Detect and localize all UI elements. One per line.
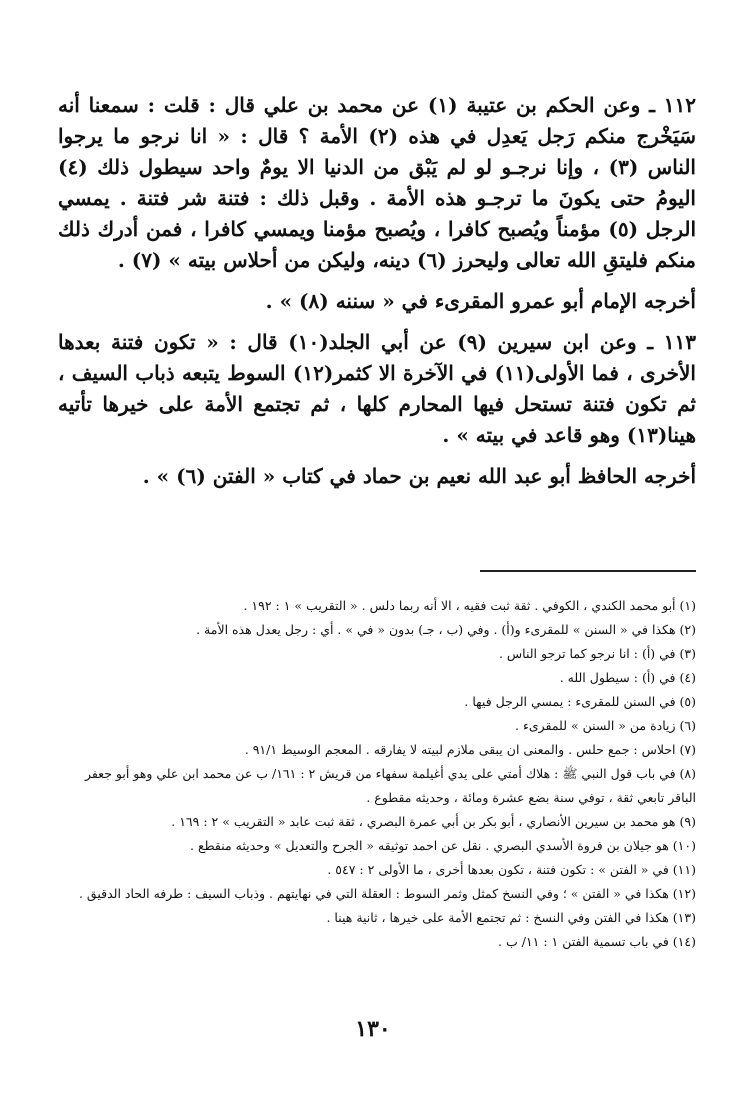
source-note-113: أخرجه الحافظ أبو عبد الله نعيم بن حماد في كتاب « الفتن (٦) » . [142,464,696,488]
footnote-item: (٤) في (أ) : سيطول الله . [559,670,696,685]
footnote-item: (١١) في « الفتن » : تكون فتنة ، تكون بعدها أخرى ، ما الأولى ٢ : ٥٤٧ . [327,862,696,877]
source-note-112: أخرجه الإمام أبو عمرو المقرىء في « سننه (٨) » . [265,289,696,313]
footnotes [58,594,696,954]
footnote-item: (١٢) هكذا في « الفتن » ؛ وفي النسخ كمثل وثمر السوط : العقلة التي في نهايتهم . وذباب السيف : طرفه الحاد الدقيق . [78,886,696,901]
footnote-item: (٥) في السنن للمقرىء : يمسي الرجل فيها . [464,694,696,709]
main-text [58,90,696,502]
footnote-item: (١٠) هو جيلان بن فروة الأسدي البصري . نقل عن احمد توثيقه « الجرح والتعديل » وحديثه منقطع . [190,838,696,853]
footnote-item: (٩) هو محمد بن سيرين الأنصاري ، أبو بكر بن أبي عمرة البصري ، ثقة ثبت عابد « التقريب » ٢ : ١٦٩ . [171,814,696,829]
footnote-item: (٢) هكذا في « السنن » للمقرىء و(أ) . وفي (ب ، جـ) بدون « في » . أي : رجل يعدل هذه الأمة . [196,622,696,637]
footnote-item: (٨) في باب قول النبي ﷺ : هلاك أمتي على يدي أغيلمة سفهاء من قريش ٢ : ١٦١/ ب عن محمد ابن علي وهو أبو جعفر الباقر تابعي ثقة ، توفي سنة بضع عشرة ومائة ، وحديثه مقطوع . [84,766,696,805]
footnote-item: (٧) احلاس : جمع حلس . والمعنى ان يبقى ملازم لبيته لا يفارقه . المعجم الوسيط ٩١/١ . [244,742,696,757]
hadith-112: ١١٢ ـ وعن الحكم بن عتيبة (١) عن محمد بن علي قال : قلت : سمعنا أنه سَيَخْرج منكم رَجل يَعدِل في هذه (٢) الأمة ؟ قال : « انا نرجو ما يرجوا الناس (٣) ، وإنا نرجـو لو لم يَبْق من الدنيا الا يومٌ واحد سيطول ذلك (٤) اليومُ حتى يكونَ ما ترجـو هذه الأمة . وقبل ذلك : فتنة شر فتنة . يمسي الرجل (٥) مؤمناً ويُصبح كافرا ، ويُصبح مؤمنا ويمسي كافرا ، فمن أدرك ذلك منكم فليتقِ الله تعالى وليحرز (٦) دينه، وليكن من أحلاس بيته » (٧) . [58,93,697,272]
footnote-item: (٦) زيادة من « السنن » للمقرىء . [515,718,696,733]
footnote-item: (١) أبو محمد الكندي ، الكوفي . ثقة ثبت فقيه ، الا أنه ربما دلس . « التقريب » ١ : ١٩٢ . [243,598,696,613]
footnote-item: (١٣) هكذا في الفتن وفي النسخ : ثم تجتمع الأمة على خيرها ، ثانية هينا . [326,910,696,925]
footnote-separator [480,570,696,572]
hadith-113: ١١٣ ـ وعن ابن سيرين (٩) عن أبي الجلد(١٠) قال : « تكون فتنة بعدها الأخرى ، فما الأولى(١١) في الآخرة الا كثمر(١٢) السوط يتبعه ذباب السيف ، ثم تكون فتنة تستحل فيها المحارم كلها ، ثم تجتمع الأمة على خيرها تأتيه هينا(١٣) وهو قاعد في بيته » . [58,330,696,447]
footnote-item: (٣) في (أ) : انا نرجو كما ترجو الناس . [498,646,696,661]
page-number: ١٣٠ [355,1016,391,1042]
footnote-item: (١٤) في باب تسمية الفتن ١ : ١١/ ب . [498,934,696,949]
